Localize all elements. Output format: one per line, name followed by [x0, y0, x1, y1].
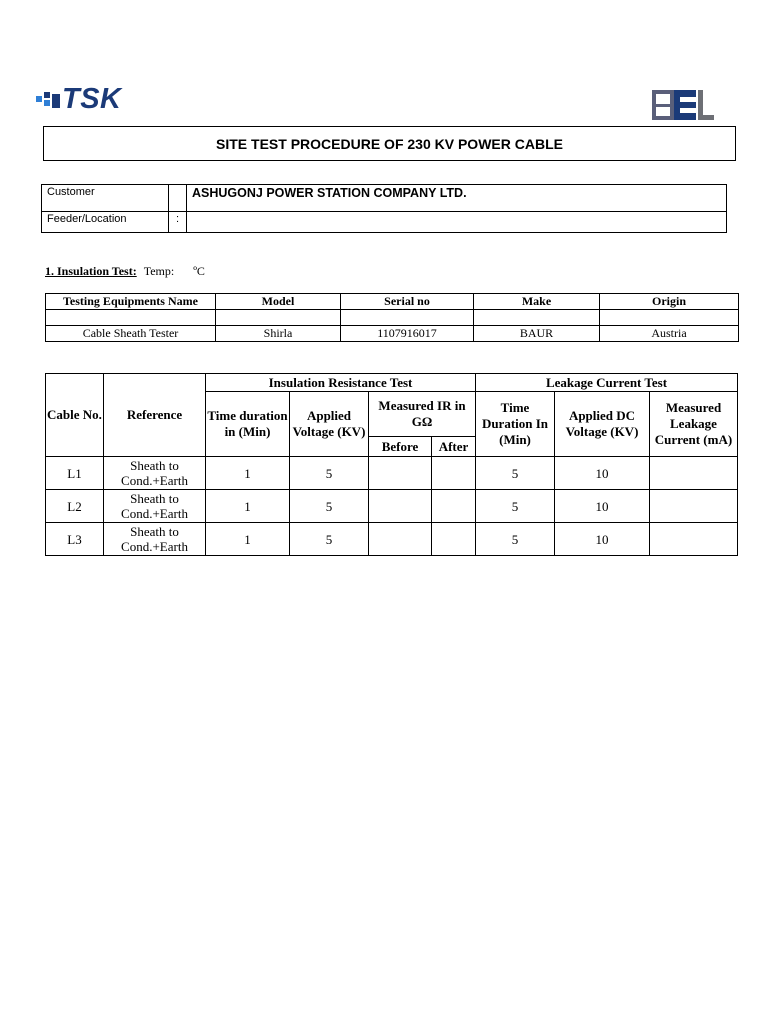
header-insulation-resistance — [206, 374, 476, 392]
cable-cell: L3 — [46, 523, 104, 556]
after-cell — [432, 523, 476, 556]
cable-cell: L1 — [46, 457, 104, 490]
equipment-origin: Austria — [600, 326, 739, 342]
reference-cell: Sheath to Cond.+Earth — [104, 490, 206, 523]
time-leak-cell: 5 — [476, 490, 555, 523]
before-cell — [369, 457, 432, 490]
equipment-header-model: Model — [216, 294, 341, 310]
equipment-cell — [600, 310, 739, 326]
bel-logo-icon — [652, 88, 716, 122]
equipment-serial: 1107916017 — [341, 326, 474, 342]
header-measured-ir: Measured IR in GΩ — [369, 392, 476, 437]
equipment-table — [45, 293, 739, 342]
header-cable-no: Cable No. — [46, 374, 104, 457]
leakage-cell — [650, 457, 738, 490]
equipment-header-origin: Origin — [600, 294, 739, 310]
equipment-row — [46, 326, 739, 342]
after-cell — [432, 490, 476, 523]
header-voltage-ir: Applied Voltage (KV) — [290, 392, 369, 457]
tsk-logo-text: TSK — [62, 83, 122, 115]
customer-label: Customer — [42, 185, 169, 212]
reference-cell: Sheath to Cond.+Earth — [104, 457, 206, 490]
feeder-colon: : — [169, 212, 187, 233]
time-leak-cell: 5 — [476, 523, 555, 556]
voltage-leak-cell: 10 — [555, 523, 650, 556]
equipment-model: Shirla — [216, 326, 341, 342]
equipment-cell — [474, 310, 600, 326]
equipment-row — [46, 310, 739, 326]
voltage-ir-cell: 5 — [290, 457, 369, 490]
header-measured-leakage: Measured Leakage Current (mA) — [650, 392, 738, 457]
leakage-cell — [650, 523, 738, 556]
table-row — [46, 457, 738, 490]
customer-value: ASHUGONJ POWER STATION COMPANY LTD. — [187, 185, 727, 212]
equipment-cell — [341, 310, 474, 326]
table-row — [46, 490, 738, 523]
header-voltage-leak: Applied DC Voltage (KV) — [555, 392, 650, 457]
after-cell — [432, 457, 476, 490]
tsk-logo-mark-icon — [36, 90, 62, 114]
equipment-header-serial: Serial no — [341, 294, 474, 310]
header-time-ir: Time duration in (Min) — [206, 392, 290, 457]
equipment-cell — [46, 310, 216, 326]
section-insulation-test — [45, 264, 205, 279]
voltage-leak-cell: 10 — [555, 457, 650, 490]
header-reference: Reference — [104, 374, 206, 457]
before-cell — [369, 490, 432, 523]
reference-cell: Sheath to Cond.+Earth — [104, 523, 206, 556]
feeder-label: Feeder/Location — [42, 212, 169, 233]
voltage-ir-cell: 5 — [290, 523, 369, 556]
header-leakage-current: Leakage Current Test — [476, 374, 738, 392]
header-before: Before — [369, 437, 432, 457]
cable-cell: L2 — [46, 490, 104, 523]
customer-row — [42, 185, 727, 212]
header-after: After — [432, 437, 476, 457]
time-ir-cell: 1 — [206, 457, 290, 490]
temp-label: Temp: — [143, 264, 175, 278]
leakage-cell — [650, 490, 738, 523]
insulation-test-table — [45, 373, 738, 556]
equipment-name: Cable Sheath Tester — [46, 326, 216, 342]
equipment-cell — [216, 310, 341, 326]
header-insulation-resistance-label: Insulation Resistance Test — [268, 374, 413, 390]
equipment-header-make: Make — [474, 294, 600, 310]
document-title: SITE TEST PROCEDURE OF 230 KV POWER CABLE — [43, 126, 736, 161]
bel-logo — [652, 88, 716, 122]
time-ir-cell: 1 — [206, 523, 290, 556]
temp-unit: ºC — [193, 264, 205, 278]
voltage-ir-cell: 5 — [290, 490, 369, 523]
feeder-row — [42, 212, 727, 233]
equipment-header-row — [46, 294, 739, 310]
time-ir-cell: 1 — [206, 490, 290, 523]
before-cell — [369, 523, 432, 556]
section-heading: 1. Insulation Test: — [45, 264, 137, 278]
time-leak-cell: 5 — [476, 457, 555, 490]
voltage-leak-cell: 10 — [555, 490, 650, 523]
table-row — [46, 523, 738, 556]
equipment-header-name: Testing Equipments Name — [46, 294, 216, 310]
customer-colon — [169, 185, 187, 212]
header-time-leak: Time Duration In (Min) — [476, 392, 555, 457]
feeder-value — [187, 212, 727, 233]
equipment-make: BAUR — [474, 326, 600, 342]
customer-table — [41, 184, 727, 233]
group-header-row — [46, 374, 738, 392]
